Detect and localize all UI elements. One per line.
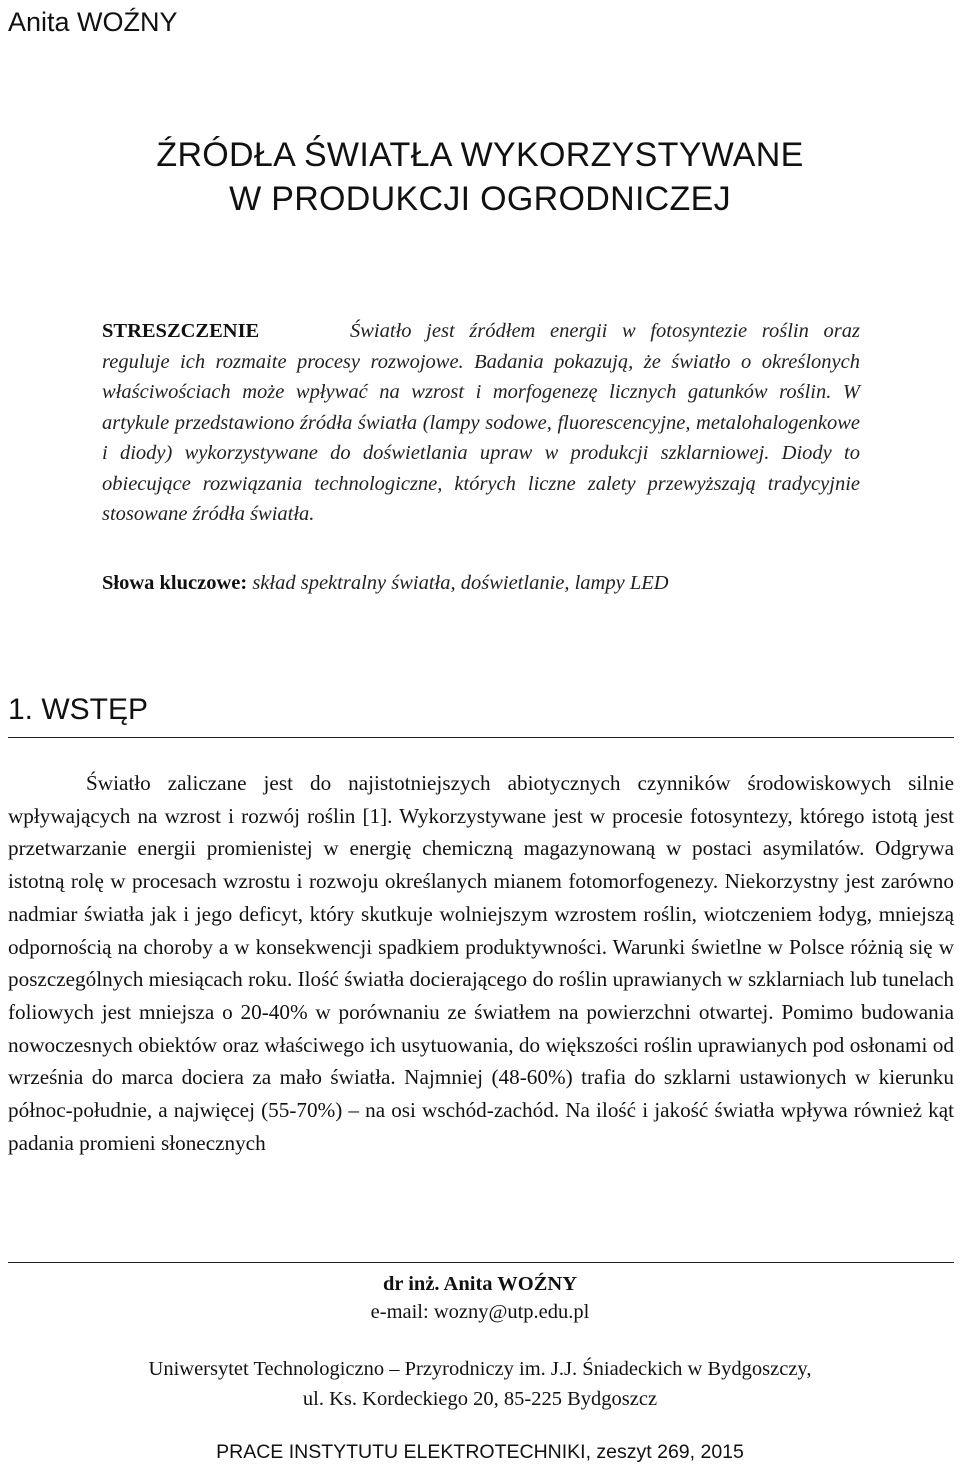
abstract xyxy=(102,316,860,530)
section-heading: 1. WSTĘP xyxy=(8,693,149,726)
paper-title-line-2: W PRODUKCJI OGRODNICZEJ xyxy=(229,180,731,218)
paper-title xyxy=(0,133,960,221)
running-header-author: Anita WOŹNY xyxy=(8,7,178,37)
journal-citation: PRACE INSTYTUTU ELEKTROTECHNIKI, zeszyt 269, 2015 xyxy=(216,1441,744,1463)
footnote-divider xyxy=(8,1262,954,1263)
paper-title-line-1: ŹRÓDŁA ŚWIATŁA WYKORZYSTYWANE xyxy=(156,136,804,174)
author-name: dr inż. Anita WOŹNY xyxy=(382,1273,578,1295)
abstract-label: STRESZCZENIE xyxy=(102,320,260,342)
keywords-value: skład spektralny światła, doświetlanie, lampy LED xyxy=(252,572,669,594)
author-address: ul. Ks. Kordeckiego 20, 85-225 Bydgoszcz xyxy=(302,1388,658,1410)
author-university: Uniwersytet Technologiczno – Przyrodniczy im. J.J. Śniadeckich w Bydgoszczy, xyxy=(148,1358,812,1380)
abstract-text: Światło jest źródłem energii w fotosyntezie roślin oraz reguluje ich rozmaite procesy rozwojowe. Badania pokazują, że światło o określonych właściwościach może wpływać na wzrost i morfogenezę licznych gatunków roślin. W artykule przedstawiono źródła światła (lampy sodowe, fluorescencyjne, metalohalogenkowe i diody) wykorzystywane do doświetlania upraw w produkcji szklarniowej. Diody to obiecujące rozwiązania technologiczne, których liczne zalety przewyższają tradycyjnie stosowane źródła światła. xyxy=(102,320,860,525)
keywords xyxy=(102,568,860,598)
keywords-label: Słowa kluczowe: xyxy=(102,572,248,594)
section-divider xyxy=(8,737,954,738)
author-email: e-mail: wozny@utp.edu.pl xyxy=(370,1301,590,1323)
section-body-paragraph: Światło zaliczane jest do najistotniejszych abiotycznych czynników środowiskowych silnie wpływających na wzrost i rozwój roślin [1]. Wykorzystywane jest w procesie fotosyntezy, którego istotą jest przetwarzanie energii promienistej w energię chemiczną magazynowaną w postaci asymilatów. Odgrywa istotną rolę w procesach wzrostu i rozwoju określanych mianem fotomorfogenezy. Niekorzystny jest zarówno nadmiar światła jak i jego deficyt, który skutkuje wolniejszym wzrostem roślin, wiotczeniem łodyg, mniejszą odpornością na choroby a w konsekwencji spadkiem produktywności. Warunki świetlne w Polsce różnią się w poszczególnych miesiącach roku. Ilość światła docierającego do roślin uprawianych w szklarniach lub tunelach foliowych jest mniejsza o 20-40% w porównaniu ze światłem na powierzchni otwartej. Pomimo budowania nowoczesnych obiektów oraz właściwego ich usytuowania, do większości roślin uprawianych pod osłonami od września do marca dociera za mało światła. Najmniej (48-60%) trafia do szklarni ustawionych w kierunku północ-południe, a najwięcej (55-70%) – na osi wschód-zachód. Na ilość i jakość światła wpływa również kąt padania promieni słonecznych xyxy=(8,771,954,1155)
